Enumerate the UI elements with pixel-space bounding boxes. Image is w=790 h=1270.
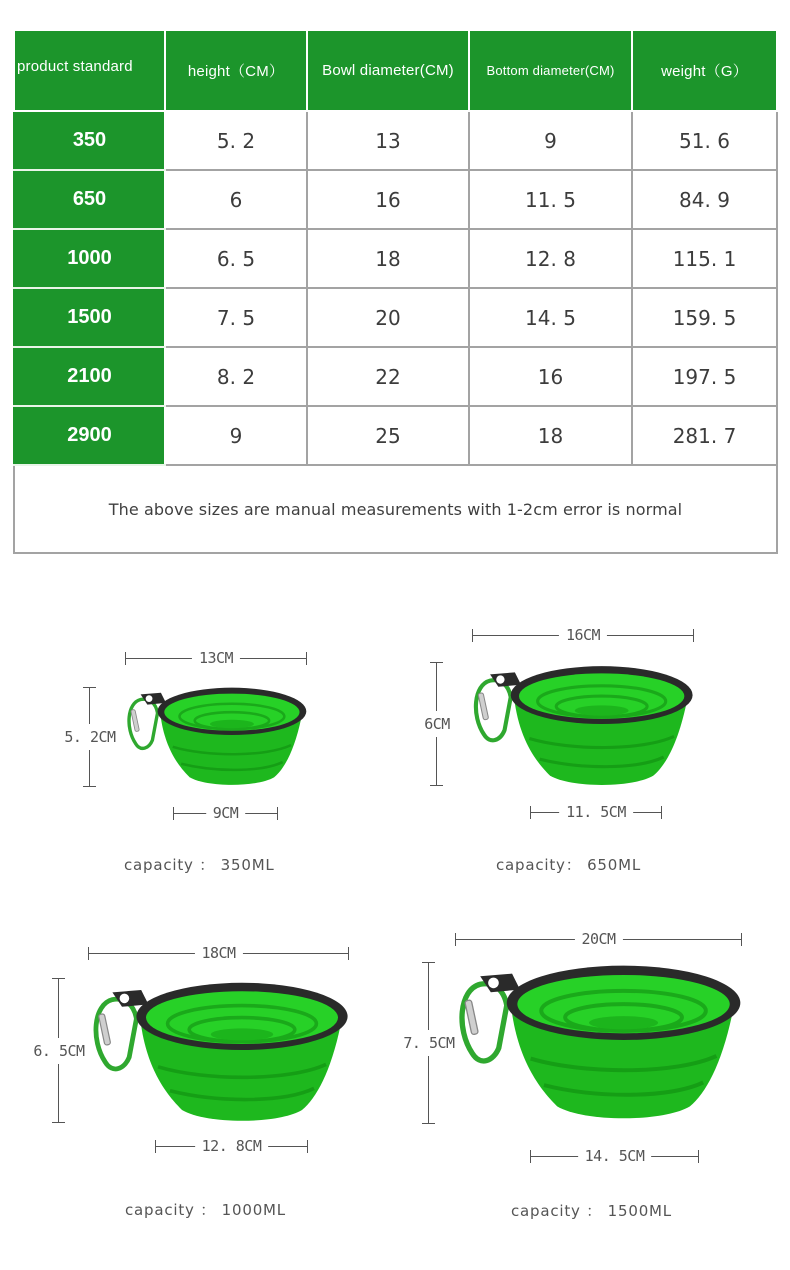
height-dimension (424, 662, 450, 786)
cell-weight: 159. 5 (632, 288, 777, 347)
cell-height: 6. 5 (165, 229, 307, 288)
bottom-width-dimension (155, 1137, 308, 1155)
cell-standard: 2100 (14, 347, 165, 406)
bowl-figure-350 (0, 600, 395, 900)
bottom-width-dimension (173, 804, 278, 822)
cell-standard: 1500 (14, 288, 165, 347)
cell-weight: 51. 6 (632, 111, 777, 170)
header-bowl-diameter: Bowl diameter(CM) (307, 30, 469, 111)
top-width-dimension (125, 649, 307, 667)
height-label: 5. 2CM (64, 724, 115, 750)
collapsible-bowl-icon (467, 662, 695, 786)
bottom-width-label: 9CM (206, 804, 246, 822)
height-dimension (33, 978, 85, 1123)
capacity-label: capacity： 650ML (496, 856, 642, 874)
height-label: 7. 5CM (403, 1030, 454, 1056)
cell-bowl-diameter: 22 (307, 347, 469, 406)
cell-height: 9 (165, 406, 307, 465)
table-row (14, 347, 777, 406)
capacity-label: capacity ： 350ML (124, 856, 275, 874)
cell-bottom-diameter: 12. 8 (469, 229, 632, 288)
table-row (14, 288, 777, 347)
cell-bottom-diameter: 16 (469, 347, 632, 406)
measurement-note: The above sizes are manual measurements with 1-2cm error is normal (14, 465, 777, 553)
cell-standard: 2900 (14, 406, 165, 465)
cell-height: 6 (165, 170, 307, 229)
table-row (14, 111, 777, 170)
height-dimension (64, 687, 116, 787)
cell-standard: 350 (14, 111, 165, 170)
height-dimension (403, 962, 455, 1124)
top-width-label: 16CM (559, 626, 607, 644)
cell-bottom-diameter: 11. 5 (469, 170, 632, 229)
size-chart-table (13, 29, 778, 554)
table-row (14, 406, 777, 465)
cell-bowl-diameter: 25 (307, 406, 469, 465)
collapsible-bowl-icon (122, 684, 308, 786)
cell-bottom-diameter: 14. 5 (469, 288, 632, 347)
cell-bowl-diameter: 13 (307, 111, 469, 170)
cell-standard: 650 (14, 170, 165, 229)
cell-height: 7. 5 (165, 288, 307, 347)
capacity-label: capacity ： 1000ML (125, 1201, 286, 1219)
bowl-figure-1000 (0, 920, 395, 1240)
bowl-figure-1500 (395, 920, 790, 1240)
cell-weight: 115. 1 (632, 229, 777, 288)
cell-bottom-diameter: 9 (469, 111, 632, 170)
table-row (14, 170, 777, 229)
top-width-label: 20CM (574, 930, 622, 948)
cell-weight: 197. 5 (632, 347, 777, 406)
bottom-width-dimension (530, 803, 662, 821)
cell-height: 8. 2 (165, 347, 307, 406)
cell-height: 5. 2 (165, 111, 307, 170)
header-height: height（CM） (165, 30, 307, 111)
table-note-row (14, 465, 777, 553)
height-label: 6CM (424, 711, 450, 737)
cell-weight: 84. 9 (632, 170, 777, 229)
bottom-width-label: 12. 8CM (195, 1137, 269, 1155)
cell-bowl-diameter: 18 (307, 229, 469, 288)
cell-standard: 1000 (14, 229, 165, 288)
header-bottom-diameter: Bottom diameter(CM) (469, 30, 632, 111)
cell-bowl-diameter: 20 (307, 288, 469, 347)
collapsible-bowl-icon (86, 978, 350, 1122)
table-row (14, 229, 777, 288)
bottom-width-label: 11. 5CM (559, 803, 633, 821)
table-header-row (14, 30, 777, 111)
collapsible-bowl-icon (451, 960, 743, 1120)
top-width-label: 18CM (194, 944, 242, 962)
cell-bottom-diameter: 18 (469, 406, 632, 465)
top-width-dimension (455, 930, 742, 948)
capacity-label: capacity ： 1500ML (511, 1202, 672, 1220)
header-product-standard: product standard (14, 30, 165, 111)
bottom-width-dimension (530, 1147, 699, 1165)
top-width-label: 13CM (192, 649, 240, 667)
cell-weight: 281. 7 (632, 406, 777, 465)
bottom-width-label: 14. 5CM (578, 1147, 652, 1165)
bowl-figure-650 (395, 600, 790, 900)
top-width-dimension (88, 944, 349, 962)
height-label: 6. 5CM (33, 1038, 84, 1064)
cell-bowl-diameter: 16 (307, 170, 469, 229)
top-width-dimension (472, 626, 694, 644)
header-weight: weight（G） (632, 30, 777, 111)
